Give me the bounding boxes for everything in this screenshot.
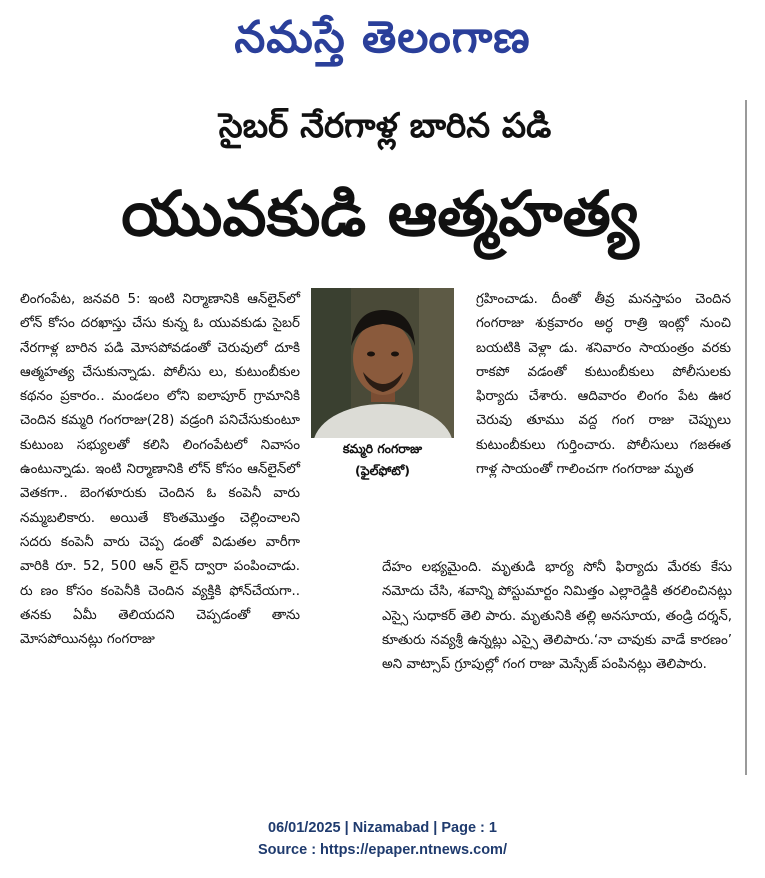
masthead-title: నమస్తే తెలంగాణ — [234, 12, 531, 63]
article-column-right: గ్రహించాడు. దీంతో తీవ్ర మనస్తాపం చెందిన గంగరాజు శుక్రవారం అర్ధ రాత్రి ఇంట్లో నుంచి బయటికి వెళ్లా డు. శనివారం సాయంత్రం వరకు రాకపో వడంతో కుటుంబీకులు పోలీసులకు ఫిర్యాదు చేశారు. ఆదివారం లింగం పేట ఊర చెరువు తూము వద్ద గంగ రాజు చెప్పులు కుటుంబీకులు గుర్తించారు. పోలీసులు గజఈత గాళ్ల సాయంతో గాలించగా గంగరాజు మృత — [476, 292, 731, 478]
person-portrait-icon — [311, 288, 454, 438]
article-column-left: లింగంపేట, జనవరి 5: ఇంటి నిర్మాణానికి ఆన్‌లైన్‌లో లోన్ కోసం దరఖాస్తు చేసు కున్న ఓ యువకుడు సైబర్ నేరగాళ్ల బారిన పడి మోసపోవడంతో చెరువులో దూకి ఆత్మహత్య చేసుకున్నాడు. పోలీసు లు, కుటుంబీకుల కథనం ప్రకారం.. మండలం లోని ఐలాపూర్ గ్రామానికి చెందిన కమ్మరి గంగరాజు(28) వడ్రంగి పనిచేసుకుంటూ కుటుంబ సభ్యులతో కలిసి లింగంపేటలో నివాసం ఉంటున్నాడు. ఇంటి నిర్మాణానికి లోన్ కోసం ఆన్‌లైన్‌లో వెతకగా.. బెంగళూరుకు చెందిన ఓ కంపెనీ వారు నమ్మబలికారు. అయితే కొంతమొత్తం చెల్లించాలని సదరు కంపెనీ వారు చెప్ప డంతో విడుతల వారీగా వారికి రూ. 52, 500 ఆన్ లైన్ ద్వారా పంపించాడు. రు ణం కోసం కంపెనీకి చెందిన వ్యక్తికి ఫోన్‌చేయగా.. తనకు ఏమీ తెలియదని చెప్పడంతో తాను మోసపోయినట్లు గంగరాజు — [20, 292, 300, 648]
headline: యువకుడి ఆత్మహత్య — [121, 177, 639, 250]
article-column-bottom: దేహం లభ్యమైంది. మృతుడి భార్య సోనీ ఫిర్యాదు మేరకు కేసు నమోదు చేసి, శవాన్ని పోస్టుమార్టం నిమిత్తం ఎల్లారెడ్డికి తరలించినట్లు ఎస్సై సుధాకర్ తెలి పారు. మృతునికి తల్లి అనసూయ, తండ్రి దర్శన్, కూతురు నవ్యశ్రీ ఉన్నట్లు ఎస్సై తెలిపారు.‘నా చావుకు వాడే కారణం’ అని వాట్సాప్ గ్రూపుల్లో గంగ రాజు మెస్సేజ్ పంపినట్లు తెలిపారు. — [382, 560, 732, 673]
footer-date-edition: 06/01/2025 | Nizamabad | Page : 1 — [268, 820, 497, 836]
photo-caption-name: కమ్మరి గంగరాజు — [342, 441, 423, 456]
column-rule — [745, 100, 747, 775]
footer-source: Source : https://epaper.ntnews.com/ — [258, 842, 507, 858]
subheadline: సైబర్ నేరగాళ్ల బారిన పడి — [218, 106, 552, 146]
photo-caption-note: (ఫైల్‌ఫోటో) — [355, 463, 410, 478]
photo-caption — [311, 438, 454, 482]
portrait-photo — [311, 288, 454, 438]
